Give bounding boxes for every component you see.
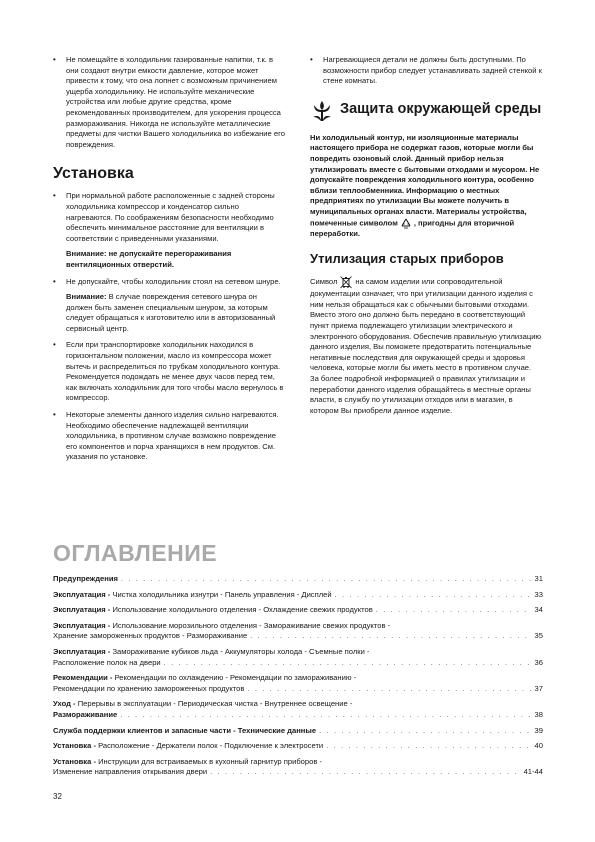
toc-line: [53, 710, 543, 721]
toc-entry[interactable]: [53, 590, 543, 601]
page-number: 32: [53, 792, 62, 801]
toc-line: [53, 767, 543, 778]
toc-line: [53, 621, 543, 632]
list-item: • Нагревающиеся детали не должны быть доступными. По возможности прибор следует устанавливать задней стенкой к стене комнаты.: [310, 55, 542, 87]
toc-page-number: 39: [534, 725, 543, 735]
toc-entry[interactable]: [53, 741, 543, 752]
toc-page-number: 37: [534, 683, 543, 693]
toc-page-number: 31: [534, 574, 543, 583]
list-item: • Если при транспортировке холодильник находился в горизонтальном положении, масло из компрессора может вытечь и распределиться по трубкам холодильного контура. Рекомендуется подождать не менее двух часов перед тем, как включать холодильник для того чтобы масло вернулось в компрессор.: [53, 340, 285, 404]
toc-section-label: Эксплуатация -: [53, 605, 113, 615]
toc-topics: Замораживание кубиков льда - Аккумуляторы холода - Съемные полки -: [112, 646, 370, 656]
disposal-text: Символ на самом изделии или сопроводительной документации означает, что при утилизации данного изделия с ним нельзя обращаться как с обычными бытовыми отходами. Вместо этого оно должно быть передано в соответствующий пункт приема подлежащего утилизации электрического и электронного оборудования. Обеспечив правильную утилизацию данного изделия, Вы поможете предотвратить потенциальные негативные последствия для окружающей среды и здоровья человека, которые могли бы иметь место в противном случае. За более подробной информацией о правилах утилизации и переработки данного изделия обращайтесь в местные органы власти, в службу по утилизации отходов или в магазин, в котором Вы приобрели данное изделие.: [310, 277, 542, 415]
toc-section-label: Эксплуатация -: [53, 589, 113, 599]
toc-leader-dots: [326, 741, 531, 752]
toc-topics: Рекомендации по охлаждению - Рекомендации по замораживанию -: [114, 673, 357, 683]
toc-leader-dots: [164, 658, 532, 669]
toc-section-label: Рекомендации -: [53, 673, 115, 683]
toc-entry[interactable]: [53, 647, 543, 668]
toc-page-number: 36: [534, 657, 543, 667]
toc-line: [53, 658, 543, 669]
toc-line: [53, 699, 543, 710]
toc-line: [53, 631, 543, 642]
list-item: • Не допускайте, чтобы холодильник стоял на сетевом шнуре. Внимание: В случае повреждения сетевого шнура он должен быть заменен специальным шнуром, за которым следует обращаться к изготовителю или в авторизованный сервисный центр.: [53, 277, 285, 335]
tulip-icon: [310, 99, 334, 123]
toc-entry[interactable]: [53, 574, 543, 585]
heat-list: [310, 55, 542, 87]
toc-leader-dots: [376, 605, 532, 616]
toc-leader-dots: [319, 726, 531, 737]
crossed-bin-icon: [339, 275, 353, 289]
toc-leader-dots: [247, 684, 531, 695]
toc-line: [53, 684, 543, 695]
toc-line: [53, 741, 543, 752]
warning-list: [53, 55, 285, 150]
environment-text: Ни холодильный контур, ни изоляционные материалы настоящего прибора не содержат газов, которые могли бы повредить озоновый слой. Данный прибор нельзя утилизировать вместе с бытовыми отходами и мусором. Не допускайте повреждения холодильного контура, особенно вблизи теплообменника. Информацию о местных предприятиях по утилизации Вы можете получить в муниципальных органах власти. Материалы устройства, помеченные символом , пригодны для вторичной переработки.: [310, 132, 540, 238]
toc-entry[interactable]: [53, 699, 543, 720]
toc-entry[interactable]: [53, 673, 543, 694]
toc-section-label: Установка -: [53, 756, 99, 766]
toc-line: [53, 726, 543, 737]
disposal-title: Утилизация старых приборов: [310, 251, 504, 267]
installation-list: [53, 191, 285, 463]
toc-topics: Изменение направления открывания двери: [53, 767, 208, 777]
toc-entry[interactable]: [53, 621, 543, 642]
toc-heading: ОГЛАВЛЕНИЕ: [53, 540, 218, 566]
list-item: • Некоторые элементы данного изделия сильно нагреваются. Необходимо обеспечение надлежащей вентиляции холодильника, в противном случае возможно повреждение его компонентов и порча хранящихся в нем продуктов. См. указания по установке.: [53, 410, 285, 463]
toc-section-label: Уход -: [53, 699, 78, 709]
toc-topics: Хранение замороженных продуктов - Размораживание: [53, 631, 248, 641]
toc-section-label: Эксплуатация -: [53, 620, 113, 630]
toc-section-label: Установка -: [53, 741, 99, 751]
toc-leader-dots: [210, 767, 520, 778]
toc-page-number: 40: [534, 741, 543, 751]
toc-line: [53, 590, 543, 601]
toc-topics: Чистка холодильника изнутри - Панель управления - Дисплей: [112, 589, 332, 599]
toc-line: [53, 647, 543, 658]
environment-title: Защита окружающей среды: [310, 101, 542, 123]
table-of-contents: [53, 574, 543, 783]
toc-topics: Использование холодильного отделения - Охлаждение свежих продуктов: [112, 605, 373, 615]
warning-note: Внимание: не допускайте перегораживания вентиляционных отверстий.: [66, 249, 232, 269]
toc-topics: Рекомендации по хранению замороженных продуктов: [53, 683, 245, 693]
toc-page-number: 41-44: [523, 767, 543, 777]
toc-line: [53, 673, 543, 684]
toc-section-label: Эксплуатация -: [53, 646, 113, 656]
toc-leader-dots: [120, 710, 531, 721]
toc-topics: Перерывы в эксплуатации - Периодическая чистка - Внутреннее освещение -: [77, 699, 353, 709]
toc-topics: Использование морозильного отделения - Замораживание свежих продуктов -: [112, 620, 391, 630]
toc-entry[interactable]: [53, 726, 543, 737]
toc-page-number: 38: [534, 709, 543, 719]
toc-entry[interactable]: [53, 757, 543, 778]
toc-page-number: 34: [534, 605, 543, 615]
list-item: • При нормальной работе расположенные с задней стороны холодильника компрессор и конденсатор сильно нагреваются. По соображениям безопасности необходимо обеспечить минимальное расстояние для вентиляции в соответствии с приведенными указаниями. Внимание: не допускайте перегораживания вентиляционных отверстий.: [53, 191, 285, 270]
left-column: [53, 55, 285, 469]
toc-topics: Расположение полок на двери: [53, 657, 161, 667]
recycle-mark-icon: [400, 218, 412, 229]
toc-section-label: Служба поддержки клиентов и запасные части - Технические данные: [53, 725, 317, 735]
toc-line: [53, 757, 543, 768]
toc-page-number: 35: [534, 631, 543, 641]
toc-leader-dots: [250, 631, 531, 642]
toc-section-label: Предупреждения: [53, 574, 118, 583]
right-column: [310, 55, 542, 416]
toc-line: [53, 574, 543, 585]
toc-leader-dots: [335, 590, 532, 601]
warning-note: Внимание: В случае повреждения сетевого шнура он должен быть заменен специальным шнуром, за которым следует обращаться к изготовителю или в авторизованный сервисный центр.: [66, 292, 276, 333]
toc-leader-dots: [121, 574, 532, 585]
list-item: • Не помещайте в холодильник газированные напитки, т.к. в они создают внутри емкости давление, которое может привести к тому, что она лопнет с возможным причинением ущерба холодильнику. Не используйте механические устройства или любые другие средства, кроме рекомендованных производителем, для ускорения процесса размораживания. Никогда не используйте металлические предметы для чистки Вашего холодильника во избежание его повреждения.: [53, 55, 285, 150]
toc-line: [53, 605, 543, 616]
toc-entry[interactable]: [53, 605, 543, 616]
toc-topics: Расположение - Держатели полок - Подключение к электросети: [98, 741, 324, 751]
toc-topics: Инструкции для встраиваемых в кухонный гарнитур приборов -: [98, 756, 323, 766]
installation-title: Установка: [53, 165, 134, 183]
toc-page-number: 33: [534, 589, 543, 599]
toc-section-label: Размораживание: [53, 709, 118, 719]
